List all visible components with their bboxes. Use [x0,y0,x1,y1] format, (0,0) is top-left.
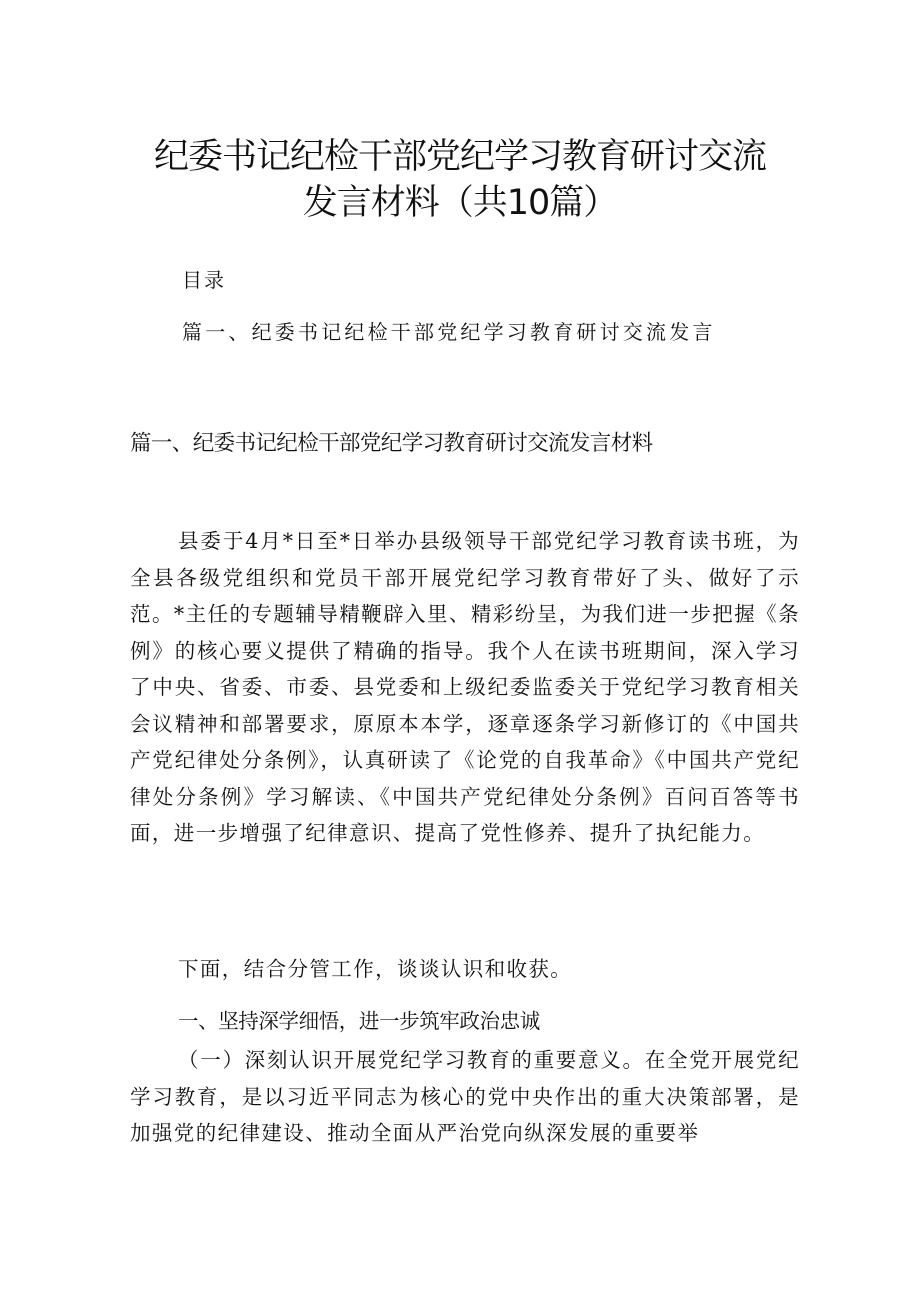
body-paragraph: （一）深刻认识开展党纪学习教育的重要意义。在全党开展党纪学习教育，是以习近平同志为核心的党中央作出的重大决策部署，是加强党的纪律建设、推动全面从严治党向纵深发展的重要举 [130,1048,800,1145]
section-heading: 篇一、纪委书记纪检干部党纪学习教育研讨交流发言材料 [130,431,653,456]
toc-item[interactable]: 篇一、纪委书记纪检干部党纪学习教育研讨交流发言 [182,320,716,344]
toc-heading: 目录 [182,268,226,292]
document-title-line-1: 纪委书记纪检干部党纪学习教育研讨交流 [153,137,766,177]
body-paragraph: 县委于4月*日至*日举办县级领导干部党纪学习教育读书班，为全县各级党组织和党员干部开展党纪学习教育带好了头、做好了示范。*主任的专题辅导精鞭辟入里、精彩纷呈，为我们进一步把握《条例》的核心要义提供了精确的指导。我个人在读书班期间，深入学习了中央、省委、市委、县党委和上级纪委监委关于党纪学习教育相关会议精神和部署要求，原原本本学，逐章逐条学习新修订的《中国共产党纪律处分条例》，认真研读了《论党的自我革命》《中国共产党纪律处分条例》学习解读、《中国共产党纪律处分条例》百问百答等书面，进一步增强了纪律意识、提高了党性修养、提升了执纪能力。 [130,529,800,845]
subheading: 一、坚持深学细悟，进一步筑牢政治忠诚 [178,1009,540,1033]
body-paragraph: 下面，结合分管工作，谈谈认识和收获。 [178,957,573,981]
document-title [60,134,860,226]
document-title-line-2: 发言材料（共10篇） [302,183,618,223]
